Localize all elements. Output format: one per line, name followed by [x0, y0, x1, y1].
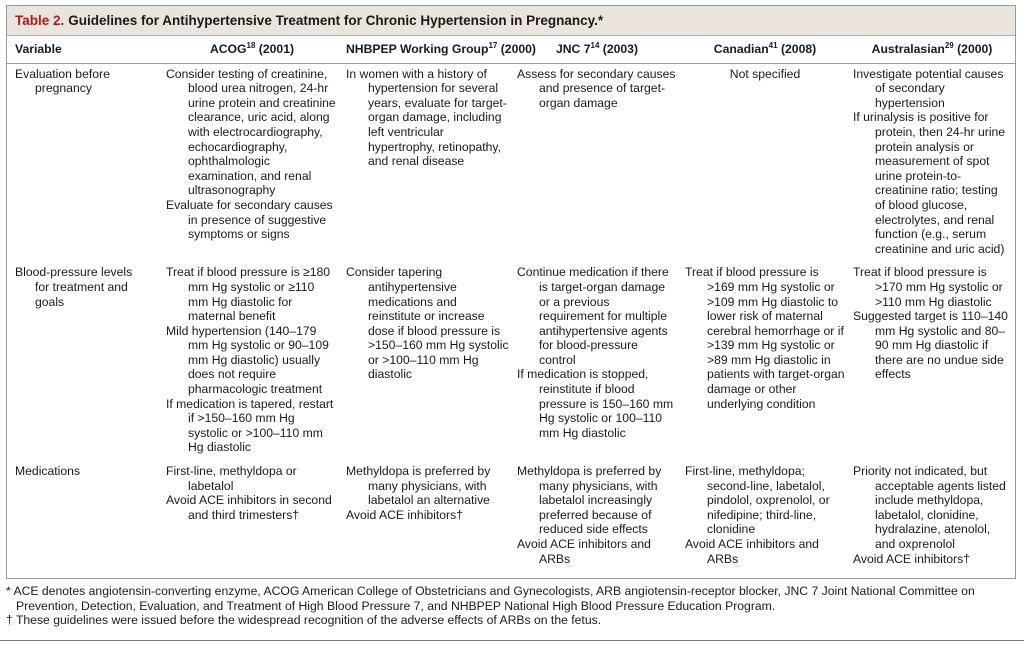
row-variable-line: Blood-pressure levels [15, 265, 133, 280]
table-cell [849, 262, 1015, 461]
column-header-year: (2000) [953, 42, 993, 56]
cell-item: Avoid ACE inhibitors and ARBs [517, 537, 651, 566]
cell-item: Consider testing of creatinine, blood urea nitrogen, 24-hr urine protein and creatinine clearance, uric acid, along with electrocardiography, echocardiography, ophthalmologic examination, and renal ultrasonography [166, 66, 336, 198]
cell-item: Not specified [729, 66, 801, 81]
cell-item: Treat if blood pressure is >169 mm Hg systolic or >109 mm Hg diastolic to lower risk of maternal cerebral hemorrhage or if >139 mm Hg systolic or >89 mm Hg diastolic in patients with target-organ damage or other underlying condition [685, 265, 845, 411]
row-variable [7, 262, 162, 461]
cell-item: If medication is stopped, reinstitute if blood pressure is 150–160 mm Hg systolic or 100–110 mm Hg diastolic [517, 367, 674, 440]
column-header-label: JNC 7 [555, 42, 591, 56]
cell-item: First-line, methyldopa or labetalol [166, 464, 297, 493]
table-cell [342, 63, 513, 262]
reference-number: 17 [488, 40, 498, 50]
footnote-abbreviations: * ACE denotes angiotensin-converting enzyme, ACOG American College of Obstetricians and Gynecologists, ARB angiotensin-receptor blocker, JNC 7 Joint National Committee on Prevention, Detection, Evaluation, and Treatment of High Blood Pressure 7, and NHBPEP National High Blood Pressure Education Program. [6, 584, 975, 613]
reference-number: 18 [246, 40, 256, 50]
cell-item: Avoid ACE inhibitors and ARBs [685, 537, 819, 566]
column-header-5 [849, 36, 1015, 63]
cell-item: In women with a history of hypertension for several years, evaluate for target-organ damage, including left ventricular hypertrophy, retinopathy, and renal disease [346, 66, 507, 169]
column-header-2 [342, 36, 536, 63]
row-variable [7, 63, 162, 262]
column-header-0 [7, 36, 162, 63]
table-cell [849, 63, 1015, 262]
table-cell [513, 461, 681, 572]
cell-item: Avoid ACE inhibitors in second and third trimesters† [166, 493, 332, 522]
table-cell [162, 63, 342, 262]
table-cell [162, 262, 342, 461]
bottom-rule [0, 640, 1024, 641]
column-header-label: Canadian [713, 42, 769, 56]
cell-item: Avoid ACE inhibitors† [346, 507, 463, 522]
column-header-year: (2000) [497, 42, 536, 56]
cell-item: Treat if blood pressure is ≥180 mm Hg systolic or ≥110 mm Hg diastolic for maternal benefit [166, 265, 331, 324]
column-header-3 [513, 36, 681, 63]
cell-item: Methyldopa is preferred by many physicians, with labetalol increasingly preferred because of reduced side effects [517, 464, 662, 537]
cell-item: Assess for secondary causes and presence of target-organ damage [517, 66, 676, 110]
cell-item: If medication is tapered, restart if >150–160 mm Hg systolic or >100–110 mm Hg diastolic [166, 396, 334, 455]
table-cell [849, 461, 1015, 572]
cell-item: Suggested target is 110–140 mm Hg systolic and 80–90 mm Hg diastolic if there are no undue side effects [853, 309, 1008, 382]
cell-item: Mild hypertension (140–179 mm Hg systolic or 90–109 mm Hg diastolic) usually does not require pharmacologic treatment [166, 323, 329, 397]
column-header-4 [681, 36, 849, 63]
table-body [7, 63, 1015, 572]
table-cell [513, 63, 681, 262]
column-header-year: (2008) [777, 42, 817, 56]
reference-number: 41 [768, 40, 778, 50]
cell-item: Priority not indicated, but acceptable agents listed include methyldopa, labetalol, clonidine, hydralazine, atenolol, and oxprenolol [853, 464, 1006, 551]
column-header-label: Variable [15, 42, 62, 56]
table-title: Guidelines for Antihypertensive Treatment for Chronic Hypertension in Pregnancy.* [68, 13, 604, 28]
row-variable [7, 461, 162, 572]
cell-item: Investigate potential causes of secondary hypertension [853, 66, 1004, 110]
table-cell [342, 461, 513, 572]
table-number: Table 2. [15, 13, 65, 28]
table-cell [513, 262, 681, 461]
column-header-year: (2003) [599, 42, 639, 56]
cell-item: If urinalysis is positive for protein, then 24-hr urine protein analysis or measurement of spot urine protein-to-creatinine ratio; testing of blood glucose, electrolytes, and renal function (e.g., serum creatinine and uric acid) [853, 110, 1006, 256]
table-row [7, 461, 1015, 572]
cell-item: Avoid ACE inhibitors† [853, 551, 970, 566]
footnotes [6, 584, 1016, 628]
table-cell [162, 461, 342, 572]
column-header-1 [162, 36, 342, 63]
cell-item: Methyldopa is preferred by many physicians, with labetalol an alternative [346, 464, 491, 508]
table-title-bar [7, 6, 1015, 36]
cell-item: Treat if blood pressure is >170 mm Hg systolic or >110 mm Hg diastolic [853, 265, 1003, 309]
table-cell [681, 262, 849, 461]
cell-item: Evaluate for secondary causes in presence of suggestive symptoms or signs [166, 197, 333, 242]
guidelines-table [7, 36, 1015, 572]
table-cell [342, 262, 513, 461]
row-variable-line: Evaluation before [15, 66, 110, 81]
reference-number: 29 [944, 40, 954, 50]
footnote-arb-note: † These guidelines were issued before the widespread recognition of the adverse effects of ARBs on the fetus. [6, 613, 602, 628]
table-row [7, 63, 1015, 262]
table-row [7, 262, 1015, 461]
column-header-year: (2001) [255, 42, 295, 56]
table-frame [6, 5, 1016, 579]
column-header-label: NHBPEP Working Group [346, 42, 489, 56]
column-header-label: Australasian [871, 42, 945, 56]
cell-item: First-line, methyldopa; second-line, labetalol, pindolol, oxprenolol, or nifedipine; third-line, clonidine [685, 464, 830, 537]
cell-item: Continue medication if there is target-organ damage or a previous requirement for multiple antihypertensive agents for blood-pressure control [517, 265, 669, 367]
cell-item: Consider tapering antihypertensive medications and reinstitute or increase dose if blood pressure is >150–160 mm Hg systolic or >100–110 mm Hg diastolic [346, 265, 509, 382]
row-variable-line: for treatment and [35, 279, 128, 294]
row-variable-line: pregnancy [35, 81, 92, 96]
column-header-label: ACOG [209, 42, 247, 56]
header-row [7, 36, 1015, 63]
table-cell [681, 63, 849, 262]
row-variable-line: goals [35, 294, 65, 309]
reference-number: 14 [590, 40, 600, 50]
table-cell [681, 461, 849, 572]
row-variable-line: Medications [15, 464, 81, 479]
